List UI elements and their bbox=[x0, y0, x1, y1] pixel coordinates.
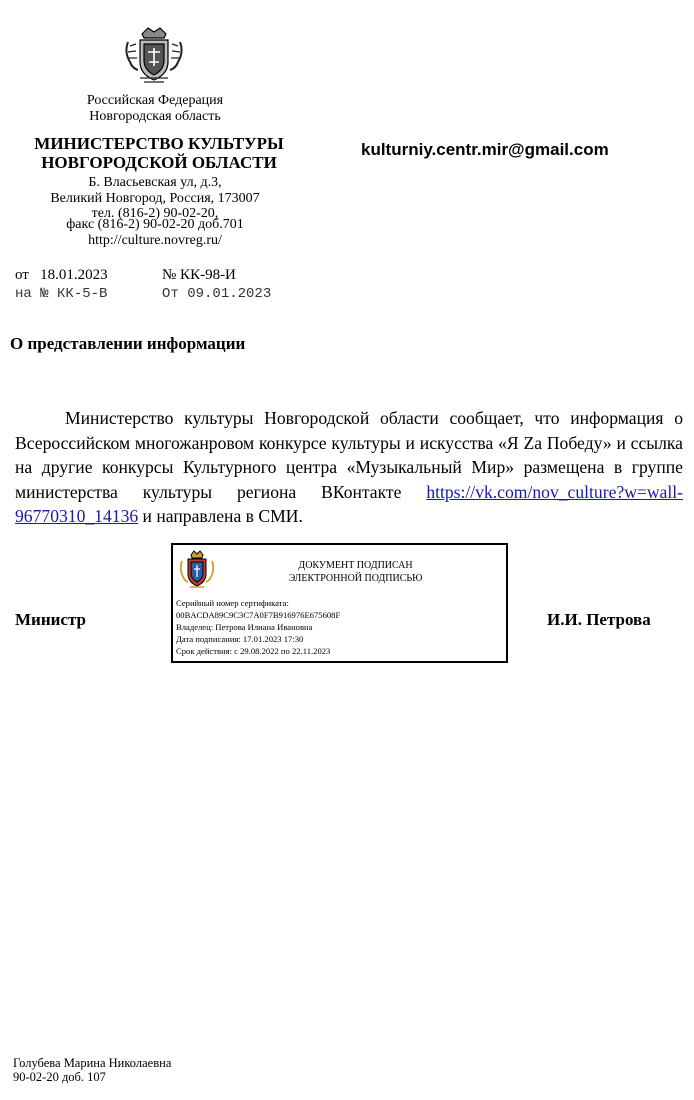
address-line: Великий Новгород, Россия, 173007 bbox=[50, 190, 260, 206]
executor-info bbox=[13, 1056, 171, 1084]
from-label: от bbox=[15, 267, 29, 283]
stamp-coat-of-arms-icon bbox=[178, 549, 216, 591]
stamp-title bbox=[223, 559, 488, 585]
reference-date-row bbox=[162, 286, 271, 302]
letter-body bbox=[15, 406, 683, 529]
cert-validity: Срок действия: с 29.08.2022 по 22.11.2023 bbox=[176, 646, 331, 656]
region-name: Новгородская область bbox=[89, 109, 221, 124]
website-link[interactable]: http://culture.novreg.ru/ bbox=[88, 233, 222, 248]
ref-date: 09.01.2023 bbox=[187, 286, 272, 302]
electronic-signature-stamp bbox=[171, 543, 508, 663]
ministry-name-line1: МИНИСТЕРСТВО КУЛЬТУРЫ bbox=[34, 134, 284, 153]
fax-line: факс (816-2) 90-02-20 доб.701 bbox=[66, 217, 244, 232]
stamp-title-line1: ДОКУМЕНТ ПОДПИСАН bbox=[298, 560, 413, 571]
signatory-position: Министр bbox=[15, 610, 86, 629]
cert-owner: Владелец: Петрова Илиана Ивановна bbox=[176, 622, 313, 632]
registration-number: № КК-98-И bbox=[162, 267, 236, 283]
recipient-email[interactable]: kulturniy.centr.mir@gmail.com bbox=[361, 140, 609, 159]
cert-number: 00BACDA89C9C3C7A0F7B916976E675608F bbox=[176, 610, 341, 620]
phone-line: тел. (816-2) 90-02-20, bbox=[91, 206, 219, 221]
registration-date: 18.01.2023 bbox=[40, 267, 108, 283]
coat-of-arms-icon bbox=[122, 22, 186, 86]
ref-label: на № bbox=[15, 286, 49, 302]
vk-post-link[interactable]: https://vk.com/nov_culture?w=wall-96770310_14136 bbox=[15, 481, 683, 526]
ministry-name-line2: НОВГОРОДСКОЙ ОБЛАСТИ bbox=[41, 153, 277, 172]
address-line: Б. Власьевская ул, д.3, bbox=[88, 175, 222, 190]
country-name: Российская Федерация bbox=[86, 93, 224, 108]
executor-name: Голубева Марина Николаевна bbox=[13, 1056, 172, 1070]
body-text-part1: Министерство культуры Новгородской области сообщает, что информация о Всероссийском многожанровом конкурсе культуры и искусства «Я Zа Победу» и ссылка на другие конкурсы Культурного центра «Музыкальный Мир» размещена в группе министерства культуры региона ВКонтакте bbox=[15, 408, 683, 502]
ref-number: КК-5-В bbox=[57, 286, 108, 302]
registration-date-row bbox=[15, 267, 108, 284]
signing-date: Дата подписания: 17.01.2023 17:30 bbox=[176, 634, 304, 644]
reference-number-row bbox=[15, 286, 107, 302]
cert-label: Серийный номер сертификата: bbox=[176, 598, 289, 608]
body-text-part2: и направлена в СМИ. bbox=[138, 506, 303, 526]
stamp-title-line2: ЭЛЕКТРОННОЙ ПОДПИСЬЮ bbox=[288, 573, 423, 584]
ref-date-label: От bbox=[162, 286, 179, 302]
stamp-details bbox=[176, 597, 340, 657]
executor-phone: 90-02-20 доб. 107 bbox=[13, 1070, 106, 1084]
letter-subject: О представлении информации bbox=[10, 334, 246, 353]
signatory-name: И.И. Петрова bbox=[547, 610, 651, 629]
